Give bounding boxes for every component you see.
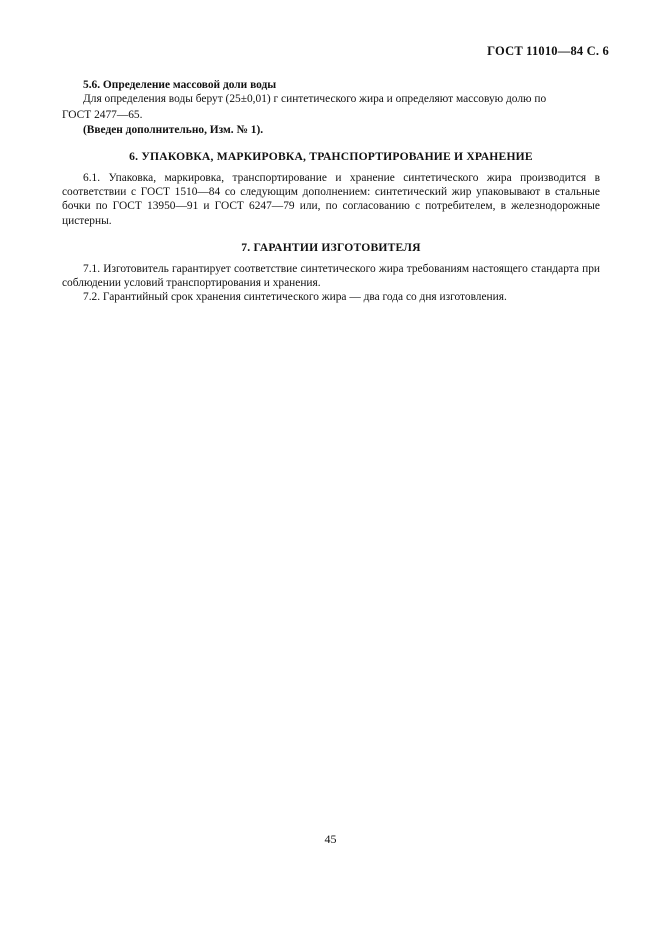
page-number: 45 [324, 832, 337, 846]
section-5-6-heading: 5.6. Определение массовой доли воды [83, 79, 277, 91]
section-5-6-amendment: (Введен дополнительно, Изм. № 1). [83, 123, 264, 136]
section-5-6-text-line1: Для определения воды берут (25±0,01) г синтетического жира и определяют массовую долю по [83, 93, 547, 106]
section-6-title: 6. УПАКОВКА, МАРКИРОВКА, ТРАНСПОРТИРОВАНИЕ И ХРАНЕНИЕ [129, 149, 533, 163]
paragraph-6-1: 6.1. Упаковка, маркировка, транспортирование и хранение синтетического жира производится в соответствии с ГОСТ 1510—84 со следующим дополнением: синтетический жир упаковывают в стальные бочки по ГОСТ 13950—91 и ГОСТ 6247—79 или, по согласованию с потребителем, в железнодорожные цистерны. [62, 172, 600, 227]
paragraph-7-2: 7.2. Гарантийный срок хранения синтетического жира — два года со дня изготовления. [83, 291, 507, 304]
page-header: ГОСТ 11010—84 С. 6 [487, 44, 609, 58]
section-5-6-text-line2: ГОСТ 2477—65. [62, 109, 143, 122]
document-body [62, 78, 600, 305]
section-7-title: 7. ГАРАНТИИ ИЗГОТОВИТЕЛЯ [241, 240, 421, 254]
paragraph-7-1: 7.1. Изготовитель гарантирует соответствие синтетического жира требованиям настоящего стандарта при соблюдении условий транспортирования и хранения. [62, 263, 600, 290]
